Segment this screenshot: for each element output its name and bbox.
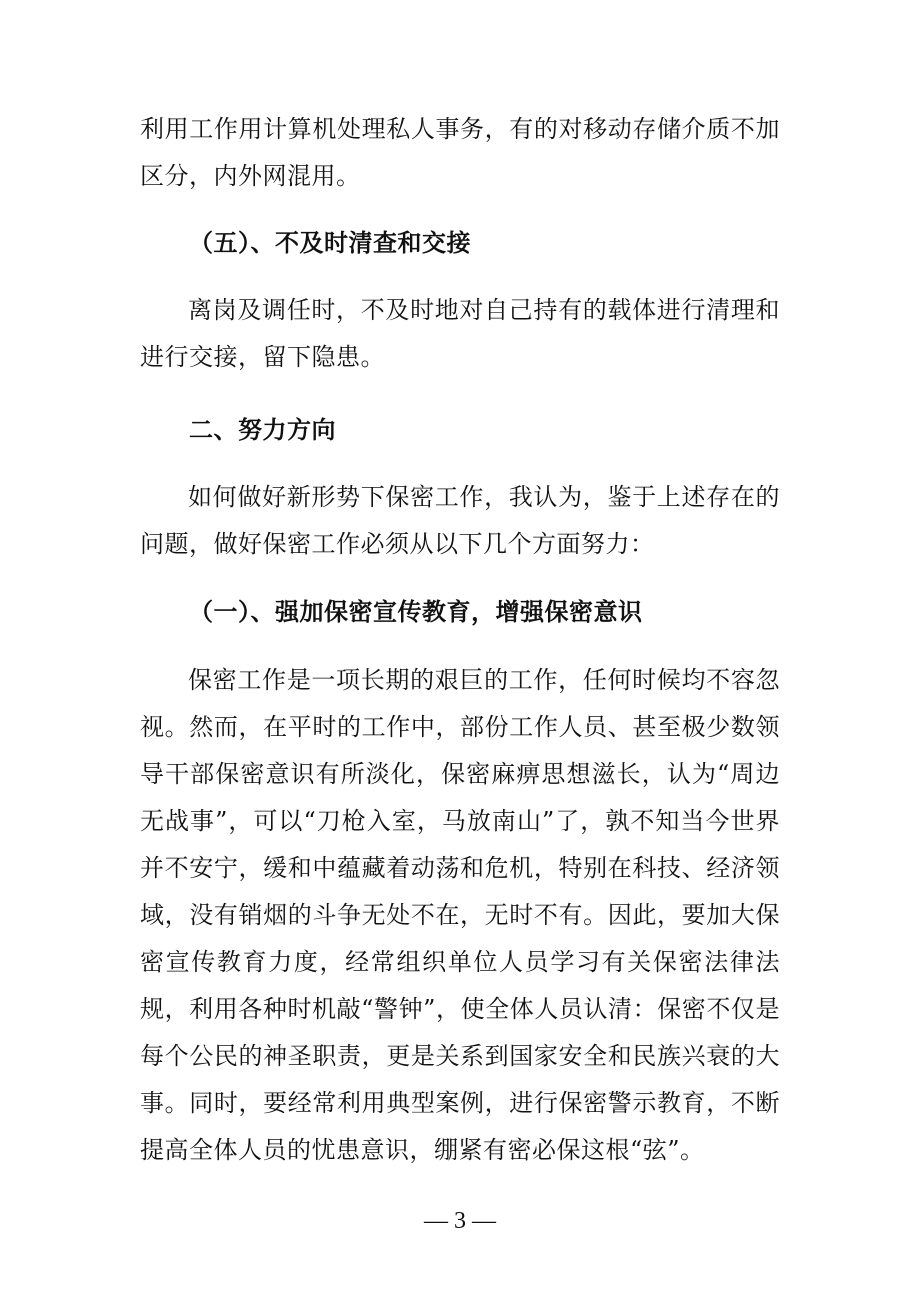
paragraph-continued: 利用工作用计算机处理私人事务，有的对移动存储介质不加区分，内外网混用。 [140,115,780,190]
page-number: — 3 — [424,1208,496,1234]
paragraph-handover: 离岗及调任时，不及时地对自己持有的载体进行清理和进行交接，留下隐患。 [140,296,780,371]
section-title-2: 二、努力方向 [189,416,336,444]
subsection-heading-1: （一）、强加保密宣传教育，增强保密意识 [189,598,643,626]
paragraph-intro: 如何做好新形势下保密工作，我认为，鉴于上述存在的问题，做好保密工作必须从以下几个方面努力： [140,483,780,558]
subsection-heading-5: （五）、不及时清查和交接 [189,229,471,257]
paragraph-awareness: 保密工作是一项长期的艰巨的工作，任何时候均不容忽视。然而，在平时的工作中，部份工作人员、甚至极少数领导干部保密意识有所淡化，保密麻痹思想滋长，认为“周边无战事”，可以“刀枪入室，马放南山”了，孰不知当今世界并不安宁，缓和中蕴藏着动荡和危机，特别在科技、经济领域，没有销烟的斗争无处不在，无时不有。因此，要加大保密宣传教育力度，经常组织单位人员学习有关保密法律法规，利用各种时机敲“警钟”，使全体人员认清：保密不仅是每个公民的神圣职责，更是关系到国家安全和民族兴衰的大事。同时，要经常利用典型案例，进行保密警示教育，不断提高全体人员的忧患意识，绷紧有密必保这根“弦”。 [140,666,780,1164]
